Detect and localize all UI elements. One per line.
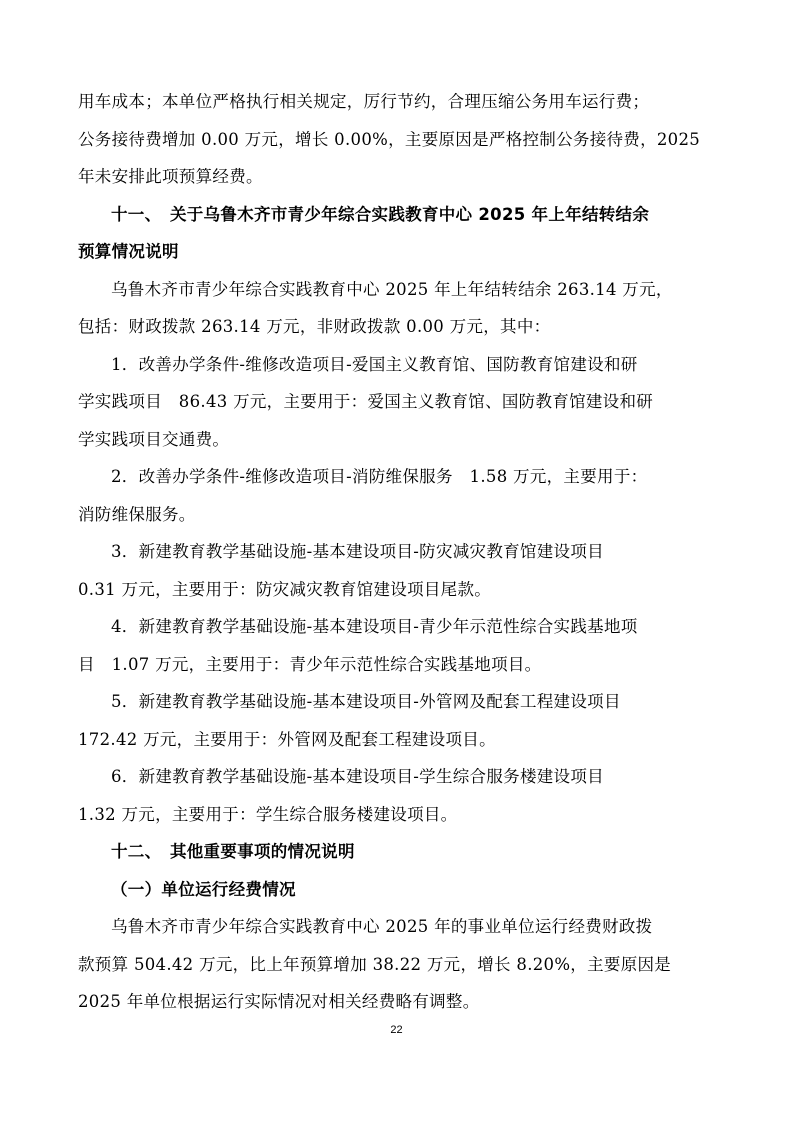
section-heading-continuation: 预算情况说明 [78, 242, 179, 261]
list-item: 2．改善办学条件-维修改造项目-消防维保服务 1.58 万元，主要用于： [111, 467, 648, 486]
text-line: 学实践项目 86.43 万元，主要用于：爱国主义教育馆、国防教育馆建设和研 [78, 392, 654, 411]
list-item: 4．新建教育教学基础设施-基本建设项目-青少年示范性综合实践基地项 [111, 617, 638, 636]
text-line: 1.32 万元，主要用于：学生综合服务楼建设项目。 [78, 804, 458, 824]
text-line: 0.31 万元，主要用于：防灾减灾教育馆建设项目尾款。 [78, 579, 492, 599]
document-body [78, 83, 718, 1021]
text-line: 消防维保服务。 [78, 504, 196, 524]
text-line: 乌鲁木齐市青少年综合实践教育中心 2025 年上年结转结余 263.14 万元， [111, 279, 673, 299]
text-line: 乌鲁木齐市青少年综合实践教育中心 2025 年的事业单位运行经费财政拨 [111, 917, 653, 936]
text-line: 年未安排此项预算经费。 [78, 167, 263, 186]
list-item: 3．新建教育教学基础设施-基本建设项目-防灾减灾教育馆建设项目 [111, 542, 604, 561]
text-line: 用车成本；本单位严格执行相关规定，厉行节约，合理压缩公务用车运行费； [78, 92, 650, 111]
section-heading: 十二、 其他重要事项的情况说明 [111, 842, 355, 861]
text-line: 公务接待费增加 0.00 万元，增长 0.00%，主要原因是严格控制公务接待费，2025 [78, 129, 701, 149]
text-line: 2025 年单位根据运行实际情况对相关经费略有调整。 [78, 992, 480, 1011]
list-item: 1．改善办学条件-维修改造项目-爱国主义教育馆、国防教育馆建设和研 [111, 354, 638, 374]
page-number: 22 [390, 1024, 403, 1036]
list-item: 6．新建教育教学基础设施-基本建设项目-学生综合服务楼建设项目 [111, 767, 604, 786]
section-heading: 十一、 关于乌鲁木齐市青少年综合实践教育中心 2025 年上年结转结余 [111, 204, 650, 224]
text-line: 学实践项目交通费。 [78, 429, 230, 449]
text-line: 172.42 万元，主要用于：外管网及配套工程建设项目。 [78, 729, 496, 749]
text-line: 包括：财政拨款 263.14 万元，非财政拨款 0.00 万元，其中： [78, 317, 551, 336]
text-line: 目 1.07 万元，主要用于：青少年示范性综合实践基地项目。 [78, 654, 542, 674]
text-line: 款预算 504.42 万元，比上年预算增加 38.22 万元，增长 8.20%，主要原因是 [78, 954, 672, 974]
subsection-heading: （一）单位运行经费情况 [111, 879, 296, 899]
list-item: 5．新建教育教学基础设施-基本建设项目-外管网及配套工程建设项目 [111, 692, 621, 711]
